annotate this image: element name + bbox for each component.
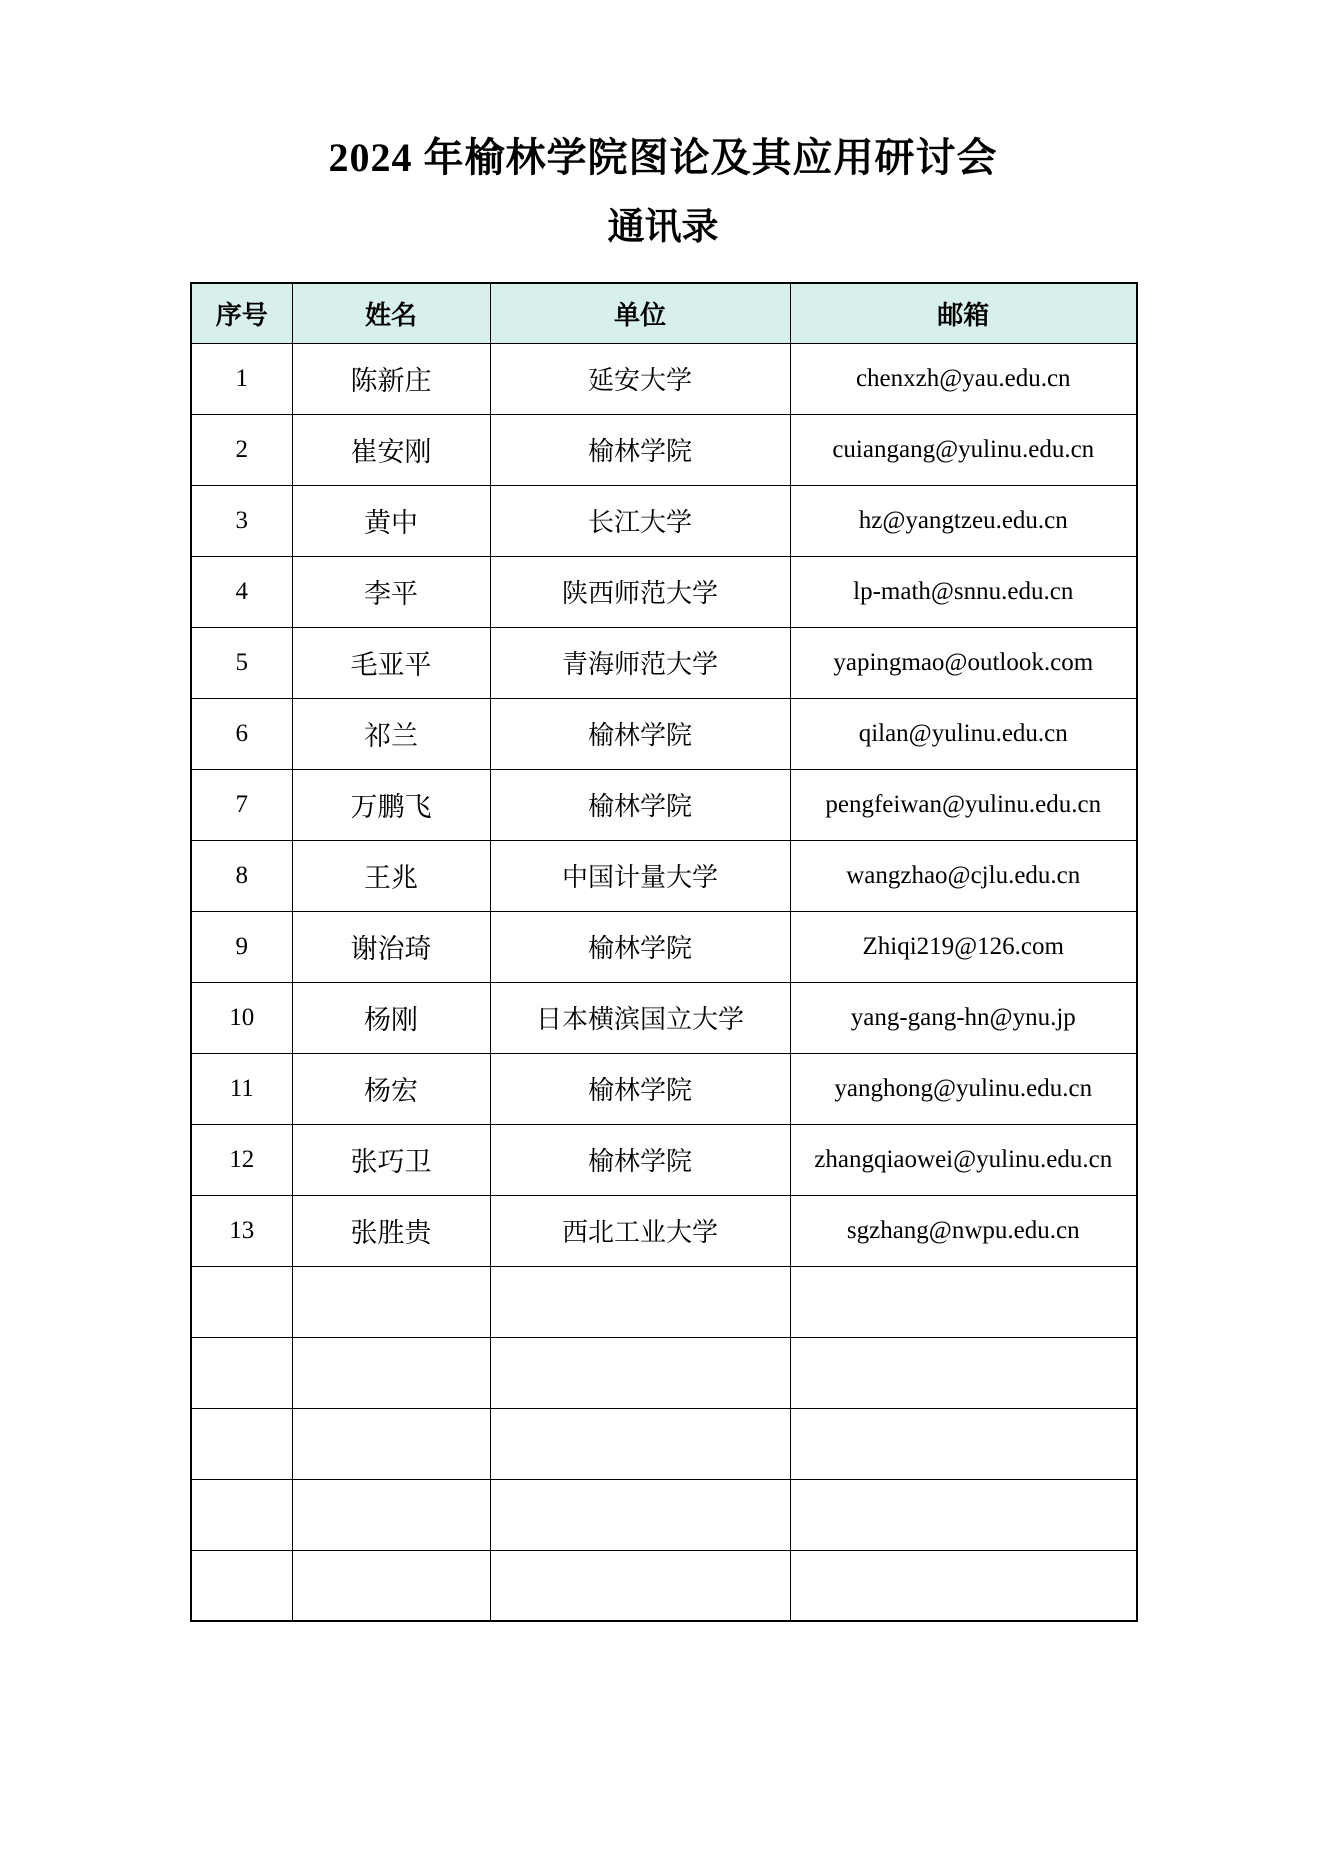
empty-cell — [191, 1550, 292, 1621]
affiliation-cell: 青海师范大学 — [490, 627, 790, 698]
email-cell: yanghong@yulinu.edu.cn — [790, 1053, 1137, 1124]
document-content — [190, 0, 1136, 1622]
affiliation-cell: 中国计量大学 — [490, 840, 790, 911]
header-cell-number: 序号 — [191, 283, 292, 343]
table-row — [191, 982, 1137, 1053]
row-number-cell: 4 — [191, 556, 292, 627]
table-row — [191, 485, 1137, 556]
affiliation-cell: 延安大学 — [490, 343, 790, 414]
empty-table-row — [191, 1337, 1137, 1408]
empty-cell — [292, 1479, 490, 1550]
email-cell: pengfeiwan@yulinu.edu.cn — [790, 769, 1137, 840]
table-row — [191, 1124, 1137, 1195]
email-cell: lp-math@snnu.edu.cn — [790, 556, 1137, 627]
affiliation-cell: 榆林学院 — [490, 1124, 790, 1195]
affiliation-cell: 榆林学院 — [490, 769, 790, 840]
email-cell: qilan@yulinu.edu.cn — [790, 698, 1137, 769]
table-row — [191, 769, 1137, 840]
empty-cell — [490, 1479, 790, 1550]
name-cell: 陈新庄 — [292, 343, 490, 414]
name-cell: 杨刚 — [292, 982, 490, 1053]
email-cell: wangzhao@cjlu.edu.cn — [790, 840, 1137, 911]
empty-cell — [292, 1337, 490, 1408]
document-subtitle: 通讯录 — [607, 207, 719, 248]
contacts-table-body — [191, 343, 1137, 1621]
name-cell: 张巧卫 — [292, 1124, 490, 1195]
empty-cell — [490, 1550, 790, 1621]
empty-cell — [191, 1408, 292, 1479]
row-number-cell: 13 — [191, 1195, 292, 1266]
table-row — [191, 698, 1137, 769]
header-cell-email: 邮箱 — [790, 283, 1137, 343]
affiliation-cell: 榆林学院 — [490, 698, 790, 769]
row-number-cell: 6 — [191, 698, 292, 769]
table-row — [191, 1053, 1137, 1124]
contacts-table — [190, 282, 1138, 1622]
name-cell: 杨宏 — [292, 1053, 490, 1124]
affiliation-cell: 长江大学 — [490, 485, 790, 556]
name-cell: 李平 — [292, 556, 490, 627]
row-number-cell: 7 — [191, 769, 292, 840]
affiliation-cell: 榆林学院 — [490, 911, 790, 982]
empty-cell — [790, 1550, 1137, 1621]
table-row — [191, 556, 1137, 627]
empty-cell — [790, 1408, 1137, 1479]
row-number-cell: 11 — [191, 1053, 292, 1124]
email-cell: Zhiqi219@126.com — [790, 911, 1137, 982]
table-row — [191, 1195, 1137, 1266]
header-cell-affiliation: 单位 — [490, 283, 790, 343]
empty-cell — [191, 1266, 292, 1337]
empty-table-row — [191, 1479, 1137, 1550]
header-cell-name: 姓名 — [292, 283, 490, 343]
name-cell: 毛亚平 — [292, 627, 490, 698]
affiliation-cell: 西北工业大学 — [490, 1195, 790, 1266]
email-cell: zhangqiaowei@yulinu.edu.cn — [790, 1124, 1137, 1195]
table-row — [191, 911, 1137, 982]
empty-table-row — [191, 1408, 1137, 1479]
header-row — [191, 283, 1137, 343]
empty-cell — [790, 1337, 1137, 1408]
empty-cell — [191, 1479, 292, 1550]
affiliation-cell: 榆林学院 — [490, 414, 790, 485]
empty-cell — [191, 1337, 292, 1408]
email-cell: hz@yangtzeu.edu.cn — [790, 485, 1137, 556]
name-cell: 祁兰 — [292, 698, 490, 769]
name-cell: 崔安刚 — [292, 414, 490, 485]
empty-cell — [790, 1266, 1137, 1337]
row-number-cell: 1 — [191, 343, 292, 414]
table-row — [191, 414, 1137, 485]
empty-table-row — [191, 1266, 1137, 1337]
row-number-cell: 8 — [191, 840, 292, 911]
row-number-cell: 9 — [191, 911, 292, 982]
contacts-table-header — [191, 283, 1137, 343]
email-cell: sgzhang@nwpu.edu.cn — [790, 1195, 1137, 1266]
name-cell: 万鹏飞 — [292, 769, 490, 840]
empty-cell — [292, 1408, 490, 1479]
empty-table-row — [191, 1550, 1137, 1621]
email-cell: cuiangang@yulinu.edu.cn — [790, 414, 1137, 485]
empty-cell — [490, 1266, 790, 1337]
empty-cell — [292, 1266, 490, 1337]
email-cell: chenxzh@yau.edu.cn — [790, 343, 1137, 414]
name-cell: 谢治琦 — [292, 911, 490, 982]
empty-cell — [790, 1479, 1137, 1550]
row-number-cell: 2 — [191, 414, 292, 485]
empty-cell — [490, 1337, 790, 1408]
table-row — [191, 627, 1137, 698]
table-row — [191, 840, 1137, 911]
email-cell: yapingmao@outlook.com — [790, 627, 1137, 698]
document-title: 2024 年榆林学院图论及其应用研讨会 — [328, 135, 998, 180]
affiliation-cell: 榆林学院 — [490, 1053, 790, 1124]
name-cell: 张胜贵 — [292, 1195, 490, 1266]
row-number-cell: 5 — [191, 627, 292, 698]
row-number-cell: 12 — [191, 1124, 292, 1195]
empty-cell — [292, 1550, 490, 1621]
name-cell: 王兆 — [292, 840, 490, 911]
row-number-cell: 10 — [191, 982, 292, 1053]
name-cell: 黄中 — [292, 485, 490, 556]
email-cell: yang-gang-hn@ynu.jp — [790, 982, 1137, 1053]
affiliation-cell: 日本横滨国立大学 — [490, 982, 790, 1053]
affiliation-cell: 陕西师范大学 — [490, 556, 790, 627]
row-number-cell: 3 — [191, 485, 292, 556]
empty-cell — [490, 1408, 790, 1479]
table-row — [191, 343, 1137, 414]
